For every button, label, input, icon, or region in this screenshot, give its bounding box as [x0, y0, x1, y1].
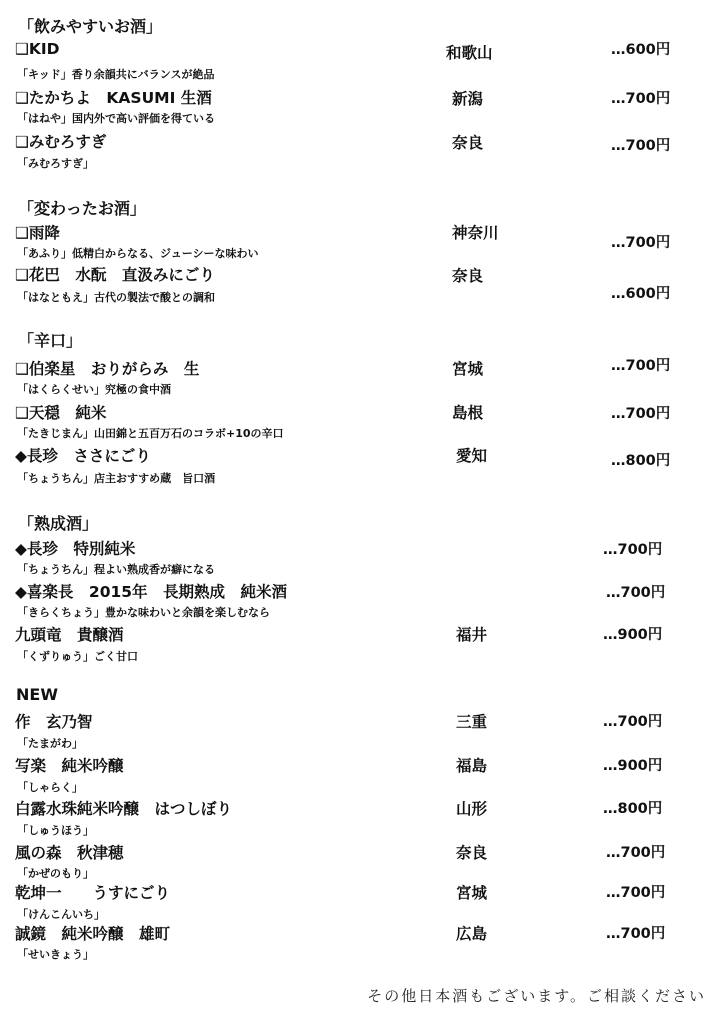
menu-item-name: 写楽 純米吟醸 — [15, 757, 124, 775]
menu-item-name: ◆長珍 特別純米 — [15, 540, 136, 558]
menu-item-price: …700円 — [606, 845, 666, 861]
menu-item-region: 山形 — [456, 800, 488, 818]
menu-item-region: 奈良 — [456, 844, 488, 862]
section-title: 「辛口」 — [18, 331, 83, 350]
section-title: 「変わったお酒」 — [18, 199, 146, 218]
menu-item-price: …800円 — [603, 801, 663, 817]
menu-item-name: ❑たかちよ KASUMI 生酒 — [15, 89, 212, 107]
menu-item-region: 奈良 — [452, 134, 484, 152]
menu-item-price: …800円 — [611, 453, 671, 469]
menu-item-name: ◆長珍 ささにごり — [15, 447, 151, 465]
menu-item-desc: 「あふり」低精白からなる、ジューシーな味わい — [17, 247, 259, 260]
menu-item-name: ❑伯楽星 おりがらみ 生 — [15, 360, 200, 378]
menu-item-name: ◆喜楽長 2015年 長期熟成 純米酒 — [15, 583, 288, 601]
footer-note: その他日本酒もございます。ご相談ください — [367, 987, 706, 1005]
menu-item-desc: 「ちょうちん」店主おすすめ蔵 旨口酒 — [17, 472, 216, 485]
menu-item-desc: 「みむろすぎ」 — [17, 157, 94, 170]
menu-item-desc: 「きらくちょう」豊かな味わいと余韻を楽しむなら — [17, 606, 270, 619]
menu-item-desc: 「しゅうほう」 — [17, 824, 94, 837]
menu-item-desc: 「せいきょう」 — [17, 948, 94, 961]
menu-item-region: 三重 — [456, 713, 488, 731]
menu-item-name: ❑雨降 — [15, 224, 60, 242]
menu-item-name: 白露水珠純米吟醸 はつしぼり — [15, 800, 233, 818]
menu-item-region: 宮城 — [452, 360, 484, 378]
menu-item-price: …700円 — [603, 542, 663, 558]
menu-item-region: 新潟 — [452, 90, 484, 108]
menu-item-price: …700円 — [611, 406, 671, 422]
menu-item-region: 福島 — [456, 757, 488, 775]
section-title: 「熟成酒」 — [18, 514, 99, 533]
menu-item-region: 和歌山 — [446, 44, 493, 62]
section-title: 「飲みやすいお酒」 — [18, 17, 163, 36]
menu-item-region: 宮城 — [456, 884, 488, 902]
menu-item-desc: 「たきじまん」山田錦と五百万石のコラボ+10の辛口 — [17, 427, 284, 440]
menu-item-price: …700円 — [606, 885, 666, 901]
menu-item-desc: 「ちょうちん」程よい熟成香が癖になる — [17, 563, 215, 576]
menu-item-desc: 「キッド」香り余韻共にバランスが絶品 — [17, 68, 215, 81]
menu-item-region: 島根 — [452, 404, 484, 422]
menu-item-name: ❑みむろすぎ — [15, 133, 107, 151]
menu-item-price: …700円 — [611, 235, 671, 251]
menu-item-price: …900円 — [603, 758, 663, 774]
menu-item-price: …900円 — [603, 627, 663, 643]
menu-item-price: …700円 — [611, 91, 671, 107]
menu-item-desc: 「はなともえ」古代の製法で酸との調和 — [17, 291, 215, 304]
menu-item-desc: 「たまがわ」 — [17, 737, 83, 750]
menu-item-name: 九頭竜 貴醸酒 — [15, 626, 124, 644]
menu-item-price: …700円 — [606, 585, 666, 601]
section-title: NEW — [16, 685, 58, 704]
menu-item-price: …700円 — [611, 138, 671, 154]
menu-item-name: ❑天穏 純米 — [15, 404, 107, 422]
menu-item-name: 誠鏡 純米吟醸 雄町 — [15, 925, 171, 943]
menu-item-desc: 「けんこんいち」 — [17, 908, 105, 921]
menu-item-region: 愛知 — [456, 447, 488, 465]
menu-item-desc: 「かぜのもり」 — [17, 867, 94, 880]
menu-item-name: 風の森 秋津穂 — [15, 844, 124, 862]
menu-item-name: 乾坤一 うすにごり — [15, 884, 171, 902]
menu-item-desc: 「はくらくせい」究極の食中酒 — [17, 383, 171, 396]
menu-item-price: …700円 — [603, 714, 663, 730]
menu-item-price: …700円 — [606, 926, 666, 942]
menu-item-region: 奈良 — [452, 267, 484, 285]
menu-item-price: …600円 — [611, 42, 671, 58]
menu-item-region: 広島 — [456, 925, 488, 943]
menu-item-name: ❑KID — [15, 40, 60, 58]
menu-item-price: …600円 — [611, 286, 671, 302]
menu-item-desc: 「くずりゅう」ごく甘口 — [17, 650, 138, 663]
menu-item-region: 福井 — [456, 626, 488, 644]
menu-item-desc: 「しゃらく」 — [17, 781, 83, 794]
menu-item-region: 神奈川 — [452, 224, 499, 242]
menu-item-price: …700円 — [611, 358, 671, 374]
menu-item-name: ❑花巴 水酛 直汲みにごり — [15, 266, 215, 284]
menu-item-name: 作 玄乃智 — [15, 713, 93, 731]
menu-item-desc: 「はねや」国内外で高い評価を得ている — [17, 112, 215, 125]
